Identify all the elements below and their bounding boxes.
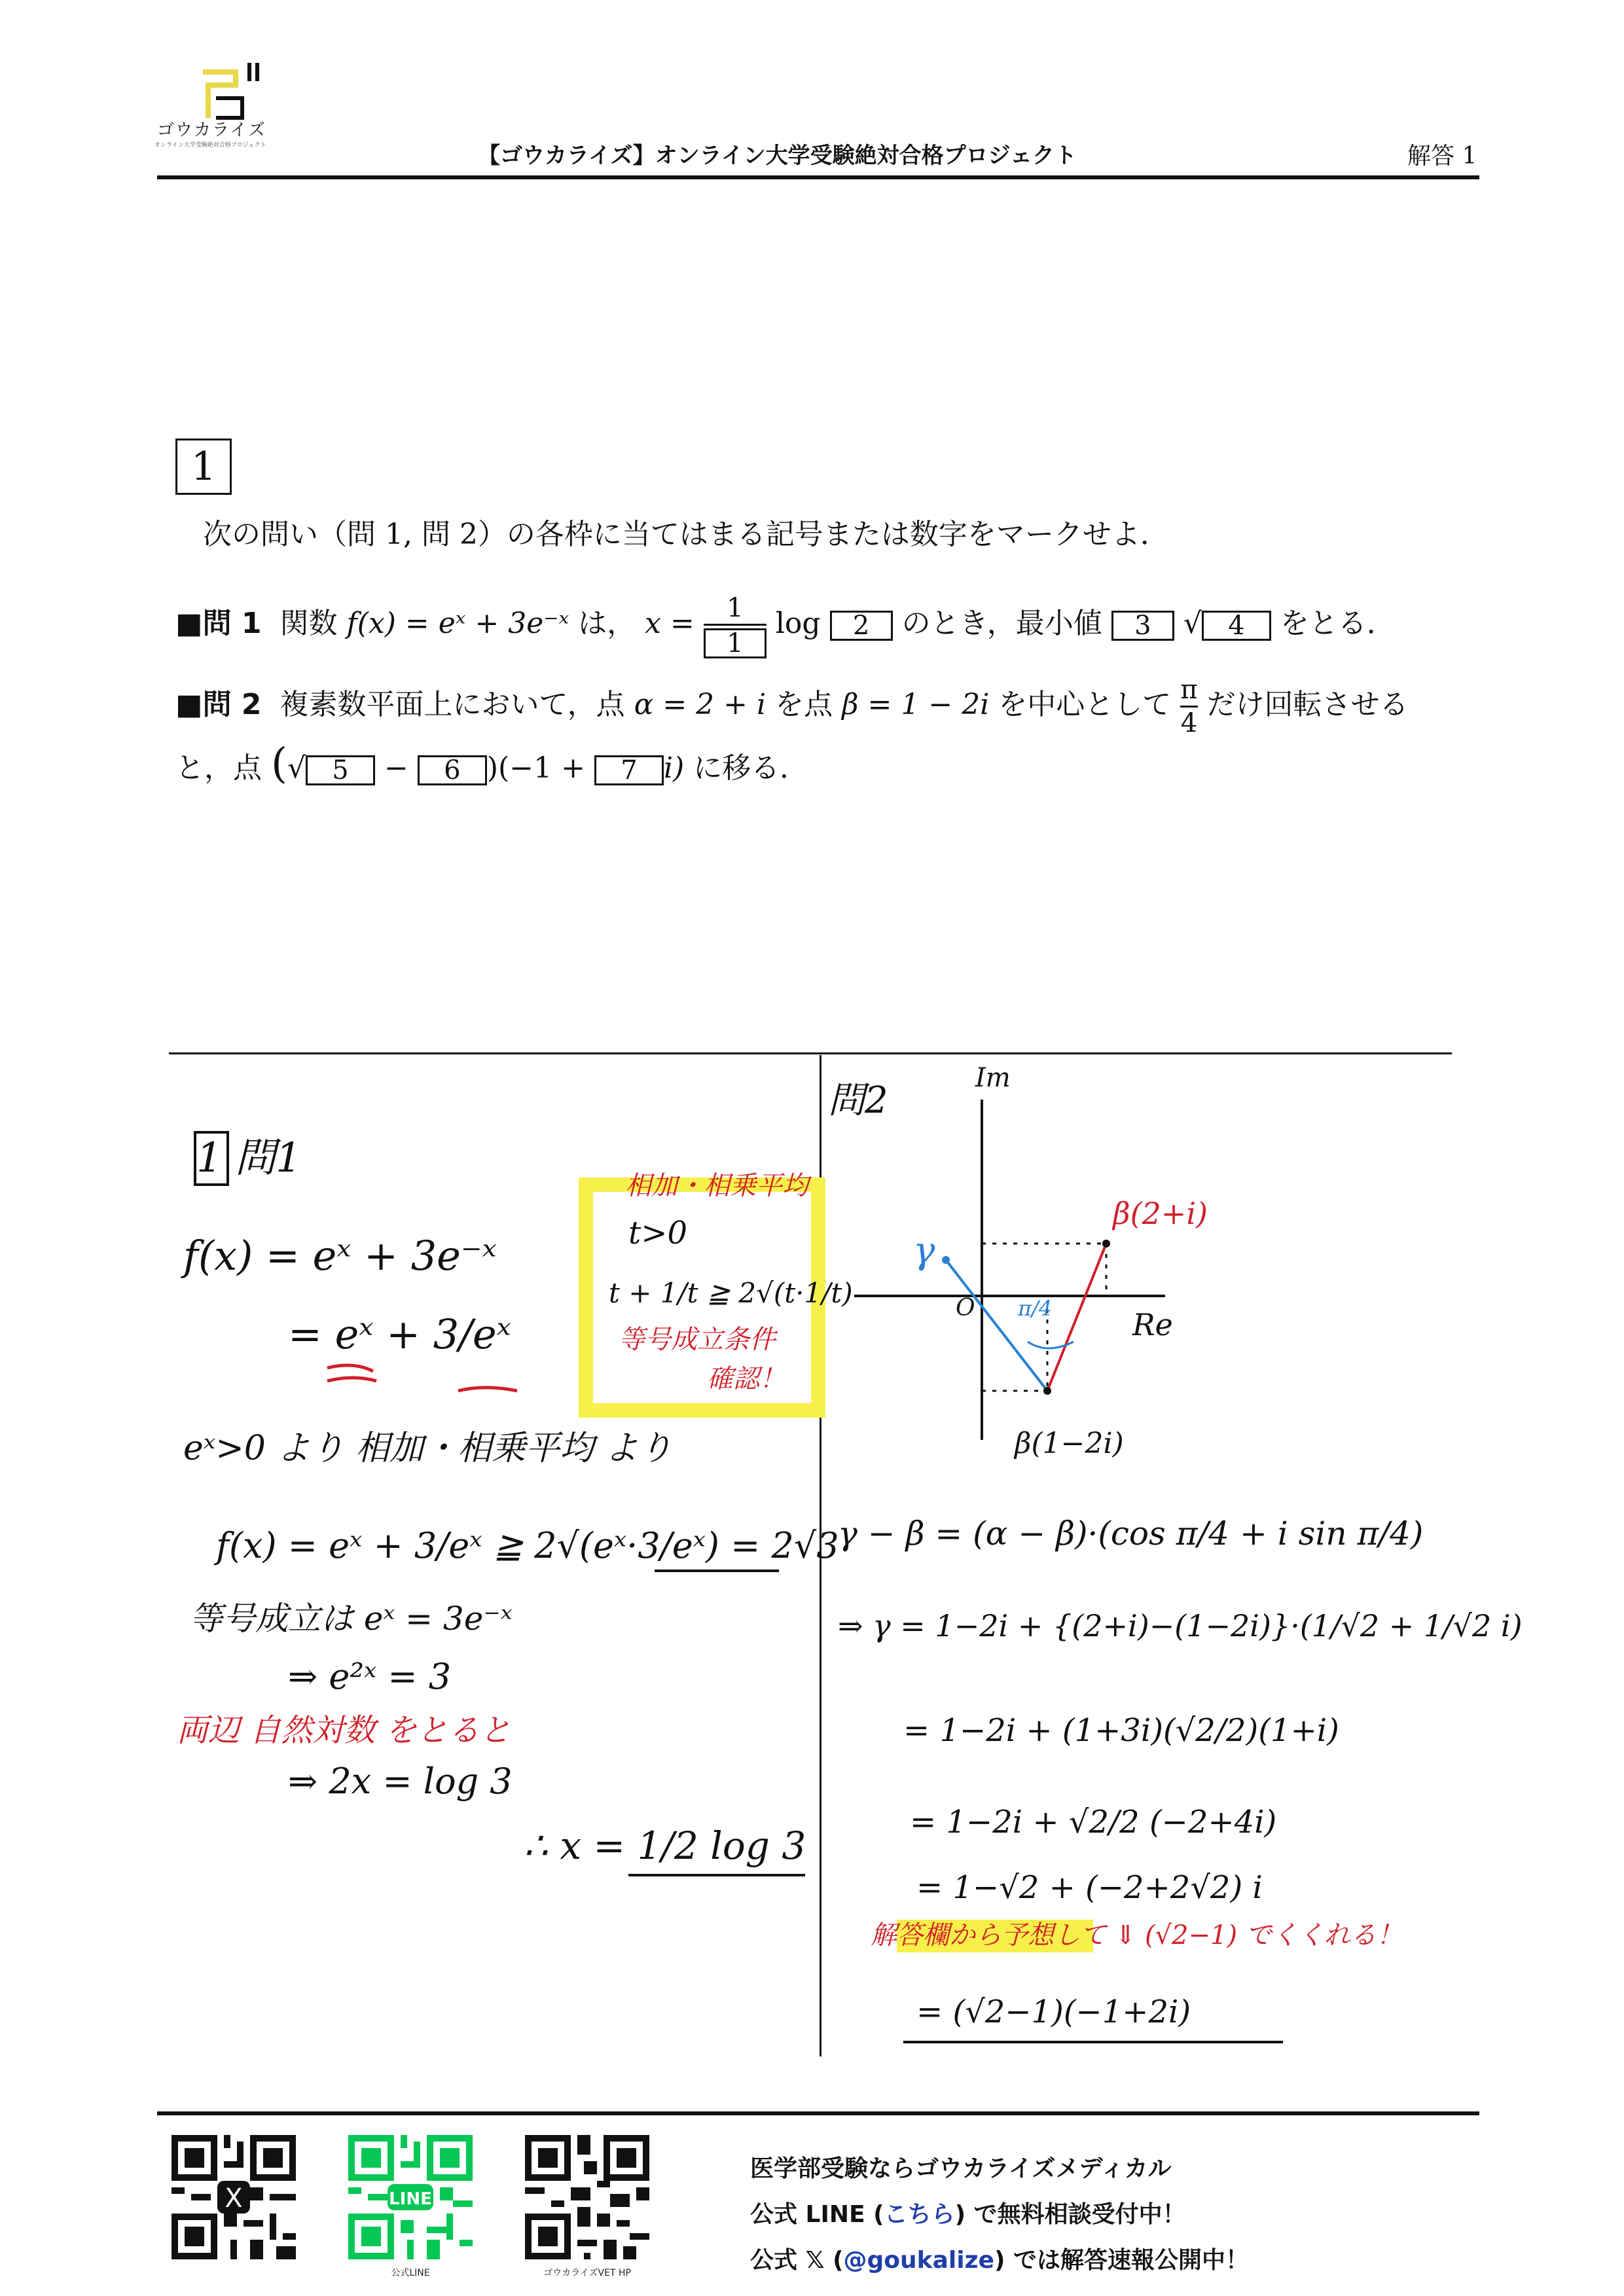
q1-var: x =	[645, 607, 695, 640]
footer-text-2a: 公式 LINE (	[750, 2201, 884, 2228]
q1-fraction	[704, 592, 767, 658]
hw-line9: ∴ x = 1/2 log 3	[524, 1823, 806, 1868]
footer-text-3b: ) では解答速報公開中！	[994, 2247, 1249, 2274]
hw-line6: ⇒ e²ˣ = 3	[288, 1656, 452, 1697]
svg-text:X: X	[225, 2183, 243, 2214]
hw-line7: 両辺 自然対数 をとると	[177, 1712, 511, 1749]
line-badge: LINE	[389, 2189, 432, 2209]
q2-text-d: だけ回転させる	[1206, 688, 1409, 721]
x-qr-code-icon[interactable]	[171, 2135, 296, 2259]
hw-vector-alpha	[1047, 1244, 1106, 1391]
footer-text-2	[750, 2196, 1186, 2229]
hw-origin: O	[956, 1295, 975, 1321]
line-link[interactable]: こちら	[884, 2201, 955, 2228]
hw-note-line4: 確認！	[707, 1364, 785, 1394]
q1-text-c: のとき，最小値	[901, 607, 1102, 640]
hw-point-alpha	[1102, 1240, 1110, 1247]
q2-minus: −	[384, 751, 408, 785]
answer-box-7[interactable]: 7	[594, 755, 664, 785]
q2-text-a: 複素数平面上において，点	[280, 688, 625, 721]
q1-label: ■問 1	[175, 607, 262, 640]
q2-angle-fraction	[1180, 674, 1197, 739]
hw-axis-im: Im	[975, 1063, 1011, 1093]
line-qr-code-icon[interactable]	[348, 2135, 473, 2259]
q2-sqrt: √	[287, 751, 306, 785]
footer-text-2b: ) で無料相談受付中！	[954, 2201, 1186, 2228]
q1-function: f(x) = eˣ + 3e⁻ˣ	[346, 607, 569, 640]
answer-box-6[interactable]: 6	[418, 755, 487, 785]
footer-divider	[157, 2111, 1479, 2115]
x-account-link[interactable]: @goukalize	[843, 2247, 994, 2274]
logo-icon	[190, 59, 281, 124]
hw-note-line3: 等号成立条件	[619, 1325, 776, 1355]
answer-box-2[interactable]: 2	[830, 611, 893, 641]
logo-tagline: オンライン大学受験絶対合格プロジェクト	[154, 142, 266, 149]
hw-underline-ex	[327, 1365, 376, 1381]
q2-beta: β = 1 − 2i	[842, 688, 990, 721]
q2-angle-den: 4	[1180, 706, 1197, 739]
hw-right-heading: 問2	[828, 1079, 888, 1122]
hw-note-title: 相加・相乗平均	[625, 1171, 808, 1201]
logo-text: ゴウカライズ	[157, 120, 266, 140]
footer-text-3a: 公式 𝕏 (	[750, 2247, 844, 2274]
hw-right-note: 解答欄から予想して ⇓ (√2−1) でくくれる！	[871, 1920, 1403, 1950]
q2-text-f: に移る．	[693, 751, 809, 785]
q2-text-b: を点	[775, 688, 833, 721]
footer-text-3	[750, 2242, 1249, 2275]
page-label: 解答 1	[1407, 143, 1477, 170]
hw-angle: π/4	[1018, 1296, 1053, 1321]
header-divider	[157, 175, 1479, 179]
answer-box-4[interactable]: 4	[1202, 611, 1271, 641]
hw-eq4: = 1−2i + √2/2 (−2+4i)	[910, 1804, 1277, 1840]
hw-line8: ⇒ 2x = log 3	[288, 1761, 513, 1802]
hw-underline-frac	[458, 1388, 517, 1391]
line-qr-caption: 公式LINE	[391, 2268, 430, 2278]
hw-line5: 等号成立は eˣ = 3e⁻ˣ	[190, 1600, 513, 1638]
hw-line1: f(x) = eˣ + 3e⁻ˣ	[183, 1232, 497, 1280]
q2-text-c: を中心として	[998, 688, 1172, 721]
q1-log: log	[775, 607, 821, 640]
hw-note-line1: t>0	[628, 1215, 688, 1251]
q1-text-b: は，	[578, 607, 636, 640]
hw-eq3: = 1−2i + (1+3i)(√2/2)(1+i)	[903, 1712, 1339, 1749]
hw-eq1: γ − β = (α − β)·(cos π/4 + i sin π/4)	[838, 1515, 1424, 1552]
hw-line4: f(x) = eˣ + 3/eˣ ≧ 2√(eˣ·3/eˣ) = 2√3	[216, 1525, 839, 1566]
hw-eq6: = (√2−1)(−1+2i)	[916, 1994, 1191, 2030]
hw-vector-gamma	[946, 1260, 1047, 1391]
hw-axis-re: Re	[1132, 1307, 1173, 1342]
hw-point-beta	[1043, 1387, 1051, 1395]
hw-eq5: = 1−√2 + (−2+2√2) i	[916, 1869, 1263, 1906]
q2-label: ■問 2	[175, 688, 262, 721]
hw-line3: eˣ>0 より 相加・相乗平均 より	[183, 1429, 673, 1468]
answer-box-1[interactable]: 1	[704, 628, 767, 658]
hw-eq2: ⇒ γ = 1−2i + {(2+i)−(1−2i)}·(1/√2 + 1/√2 i)	[838, 1608, 1523, 1643]
hw-point-gamma	[942, 1256, 950, 1264]
sqrt-symbol: √	[1183, 607, 1202, 640]
vet-qr-caption: ゴウカライズVET HP	[543, 2268, 631, 2278]
hw-line2: = eˣ + 3/eˣ	[288, 1310, 511, 1358]
hw-note-box	[586, 1171, 853, 1410]
q2-alpha: α = 2 + i	[634, 688, 767, 721]
q2-text-e: と，点	[175, 751, 262, 785]
q1-text-d: をとる．	[1280, 607, 1396, 640]
q1-frac-num: 1	[727, 593, 744, 623]
answer-box-5[interactable]: 5	[306, 755, 375, 785]
q2-angle-num: π	[1180, 675, 1198, 705]
problem-number-box: 1	[175, 439, 232, 495]
footer-text-1: 医学部受験ならゴウカライズメディカル	[750, 2155, 1172, 2182]
hw-gamma: γ	[913, 1230, 935, 1272]
q2-end: i)	[663, 751, 685, 785]
answer-box-3[interactable]: 3	[1111, 611, 1174, 641]
problem-intro: 次の問い（問 1, 問 2）の各枠に当てはまる記号または数字をマークせよ．	[203, 518, 1169, 551]
q1-text-a: 関数	[280, 607, 338, 640]
question-2	[175, 674, 1409, 739]
hw-note-line2: t + 1/t ≧ 2√(t·1/t)	[609, 1277, 853, 1309]
hw-beta-label: β(1−2i)	[1015, 1427, 1124, 1460]
question-2-continued: と，点 (√ 5 − 6 )(−1 + 7 i) に移る．	[175, 740, 809, 788]
question-1	[175, 592, 1396, 658]
page-title: 【ゴウカライズ】オンライン大学受験絶対合格プロジェクト	[478, 143, 1077, 169]
hw-alpha-label: β(2+i)	[1113, 1196, 1208, 1231]
handwritten-solution	[0, 1047, 1624, 2068]
hw-left-heading: 1 問1	[196, 1134, 302, 1181]
q2-paren: )(−1 +	[486, 751, 585, 785]
vet-qr-code-icon[interactable]	[525, 2135, 649, 2259]
